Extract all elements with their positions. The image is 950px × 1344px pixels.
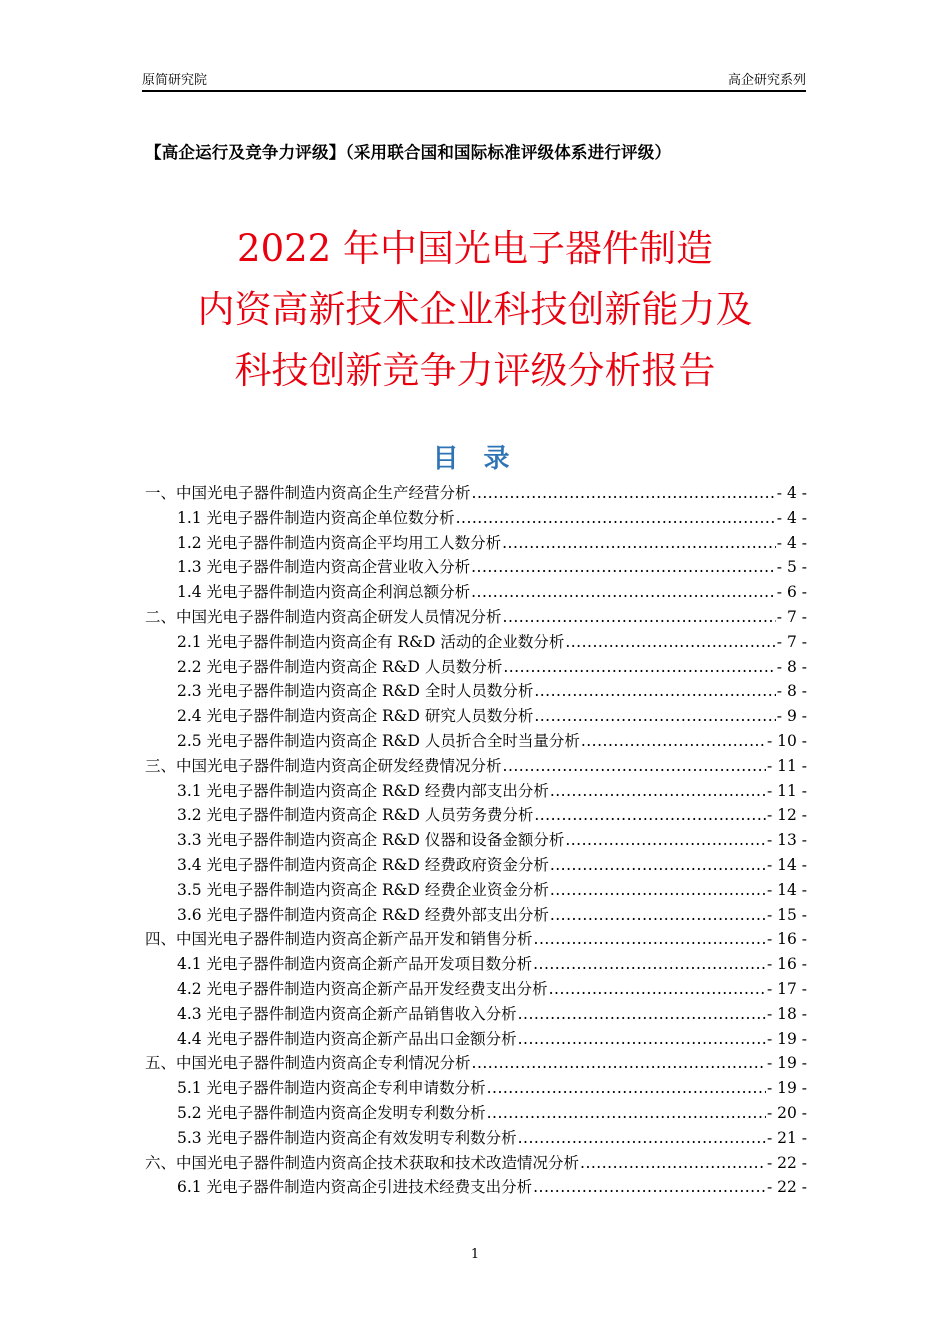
toc-entry-label: 一、中国光电子器件制造内资高企生产经营分析 — [145, 484, 471, 502]
toc-entry-label: 1.4 光电子器件制造内资高企利润总额分析 — [177, 583, 471, 602]
toc-section-entry[interactable] — [145, 605, 807, 630]
report-title — [0, 218, 950, 401]
toc-entry-label: 二、中国光电子器件制造内资高企研发人员情况分析 — [145, 607, 502, 626]
toc-subsection-entry[interactable] — [145, 704, 807, 729]
toc-dot-leader — [580, 1151, 766, 1176]
toc-subsection-entry[interactable] — [145, 531, 807, 556]
toc-entry-page: - 18 - — [766, 1004, 807, 1023]
toc-dot-leader — [471, 555, 776, 580]
toc-entry-label: 2.4 光电子器件制造内资高企 R&D 研究人员数分析 — [177, 707, 534, 726]
toc-entry-page: - 20 - — [766, 1103, 807, 1122]
toc-entry-label: 1.1 光电子器件制造内资高企单位数分析 — [177, 508, 455, 527]
toc-entry-label: 1.2 光电子器件制造内资高企平均用工人数分析 — [177, 533, 502, 552]
toc-entry-label: 3.5 光电子器件制造内资高企 R&D 经费企业资金分析 — [177, 880, 549, 899]
toc-subsection-entry[interactable] — [145, 1101, 807, 1126]
toc-entry-page: - 19 - — [766, 1029, 807, 1048]
toc-entry-page: - 8 - — [776, 657, 807, 676]
toc-entry-page: - 10 - — [766, 731, 807, 750]
toc-dot-leader — [550, 853, 766, 878]
toc-subsection-entry[interactable] — [145, 1126, 807, 1151]
toc-subsection-entry[interactable] — [145, 952, 807, 977]
toc-entry-page: - 21 - — [766, 1128, 807, 1147]
toc-entry-page: - 6 - — [776, 583, 807, 602]
toc-entry-page: - 19 - — [766, 1079, 807, 1098]
toc-entry-label: 4.4 光电子器件制造内资高企新产品出口金额分析 — [177, 1029, 517, 1048]
toc-entry-page: - 17 - — [766, 979, 807, 998]
toc-dot-leader — [581, 729, 766, 754]
toc-entry-label: 5.1 光电子器件制造内资高企专利申请数分析 — [177, 1079, 486, 1098]
toc-dot-leader — [534, 927, 766, 952]
toc-subsection-entry[interactable] — [145, 580, 807, 605]
toc-entry-page: - 11 - — [766, 756, 807, 775]
toc-subsection-entry[interactable] — [145, 506, 807, 531]
toc-dot-leader — [565, 828, 766, 853]
toc-entry-page: - 7 - — [776, 607, 807, 626]
series-name: 高企研究系列 — [727, 73, 806, 88]
toc-section-entry[interactable] — [145, 1151, 807, 1176]
toc-subsection-entry[interactable] — [145, 630, 807, 655]
toc-section-entry[interactable] — [145, 1051, 807, 1076]
toc-dot-leader — [550, 903, 766, 928]
toc-dot-leader — [472, 481, 776, 506]
toc-dot-leader — [503, 605, 776, 630]
toc-entry-label: 3.2 光电子器件制造内资高企 R&D 人员劳务费分析 — [177, 806, 534, 825]
report-title-line-2: 内资高新技术企业科技创新能力及 — [197, 288, 753, 331]
toc-subsection-entry[interactable] — [145, 655, 807, 680]
toc-dot-leader — [534, 679, 775, 704]
toc-dot-leader — [518, 1126, 766, 1151]
toc-entry-label: 四、中国光电子器件制造内资高企新产品开发和销售分析 — [145, 930, 533, 949]
toc-dot-leader — [518, 1027, 766, 1052]
toc-entry-page: - 15 - — [766, 905, 807, 924]
toc-entry-page: - 8 - — [776, 682, 807, 701]
toc-dot-leader — [565, 630, 775, 655]
toc-subsection-entry[interactable] — [145, 977, 807, 1002]
toc-section-entry[interactable] — [145, 927, 807, 952]
toc-entry-page: - 14 - — [766, 855, 807, 874]
toc-dot-leader — [503, 754, 766, 779]
toc-entry-page: - 19 - — [766, 1054, 807, 1073]
toc-entry-label: 六、中国光电子器件制造内资高企技术获取和技术改造情况分析 — [145, 1153, 580, 1172]
toc-entry-label: 6.1 光电子器件制造内资高企引进技术经费支出分析 — [177, 1178, 533, 1197]
toc-subsection-entry[interactable] — [145, 1027, 807, 1052]
toc-entry-label: 3.1 光电子器件制造内资高企 R&D 经费内部支出分析 — [177, 781, 549, 800]
toc-dot-leader — [533, 1175, 766, 1200]
rating-subtitle: 【高企运行及竞争力评级】（采用联合国和国际标准评级体系进行评级） — [145, 143, 672, 162]
toc-entry-page: - 9 - — [776, 707, 807, 726]
toc-entry-label: 三、中国光电子器件制造内资高企研发经费情况分析 — [145, 756, 502, 775]
toc-entry-label: 3.6 光电子器件制造内资高企 R&D 经费外部支出分析 — [177, 905, 549, 924]
report-title-line-1: 2022 年中国光电子器件制造 — [237, 227, 713, 270]
toc-dot-leader — [550, 779, 766, 804]
toc-dot-leader — [471, 580, 776, 605]
toc-subsection-entry[interactable] — [145, 803, 807, 828]
toc-entry-label: 4.1 光电子器件制造内资高企新产品开发项目数分析 — [177, 955, 533, 974]
publisher-name: 原简研究院 — [142, 73, 208, 88]
toc-entry-page: - 5 - — [776, 558, 807, 577]
toc-entry-label: 5.3 光电子器件制造内资高企有效发明专利数分析 — [177, 1128, 517, 1147]
toc-entry-label: 2.1 光电子器件制造内资高企有 R&D 活动的企业数分析 — [177, 632, 565, 651]
toc-subsection-entry[interactable] — [145, 1175, 807, 1200]
toc-subsection-entry[interactable] — [145, 1002, 807, 1027]
toc-entry-page: - 12 - — [766, 806, 807, 825]
toc-entry-page: - 7 - — [776, 632, 807, 651]
toc-dot-leader — [502, 531, 776, 556]
toc-section-entry[interactable] — [145, 754, 807, 779]
toc-subsection-entry[interactable] — [145, 779, 807, 804]
toc-dot-leader — [487, 1076, 766, 1101]
toc-subsection-entry[interactable] — [145, 555, 807, 580]
toc-subsection-entry[interactable] — [145, 729, 807, 754]
toc-entry-label: 2.2 光电子器件制造内资高企 R&D 人员数分析 — [177, 657, 503, 676]
toc-entry-page: - 16 - — [766, 955, 807, 974]
toc-entry-label: 5.2 光电子器件制造内资高企发明专利数分析 — [177, 1103, 486, 1122]
toc-subsection-entry[interactable] — [145, 878, 807, 903]
toc-entry-label: 3.3 光电子器件制造内资高企 R&D 仪器和设备金额分析 — [177, 831, 565, 850]
toc-entry-label: 2.3 光电子器件制造内资高企 R&D 全时人员数分析 — [177, 682, 534, 701]
toc-entry-label: 五、中国光电子器件制造内资高企专利情况分析 — [145, 1054, 471, 1073]
toc-dot-leader — [518, 1002, 766, 1027]
toc-dot-leader — [456, 506, 776, 531]
toc-subsection-entry[interactable] — [145, 679, 807, 704]
toc-dot-leader — [487, 1101, 766, 1126]
toc-entry-label: 4.3 光电子器件制造内资高企新产品销售收入分析 — [177, 1004, 517, 1023]
page-number: 1 — [470, 1247, 480, 1262]
toc-entry-page: - 22 - — [766, 1153, 807, 1172]
toc-dot-leader — [549, 977, 766, 1002]
toc-dot-leader — [533, 952, 766, 977]
toc-dot-leader — [503, 655, 775, 680]
toc-entry-label: 3.4 光电子器件制造内资高企 R&D 经费政府资金分析 — [177, 855, 549, 874]
page-header — [142, 68, 806, 92]
toc-heading: 目 录 — [432, 444, 518, 474]
toc-dot-leader — [472, 1051, 766, 1076]
toc-dot-leader — [550, 878, 766, 903]
toc-subsection-entry[interactable] — [145, 903, 807, 928]
toc-entry-page: - 11 - — [766, 781, 807, 800]
toc-entry-page: - 13 - — [766, 831, 807, 850]
toc-section-entry[interactable] — [145, 481, 807, 506]
toc-dot-leader — [534, 803, 766, 828]
toc-entry-page: - 14 - — [766, 880, 807, 899]
report-title-line-3: 科技创新竞争力评级分析报告 — [234, 349, 716, 392]
toc-subsection-entry[interactable] — [145, 1076, 807, 1101]
toc-subsection-entry[interactable] — [145, 828, 807, 853]
toc-entry-page: - 16 - — [766, 930, 807, 949]
toc-entry-page: - 4 - — [776, 533, 807, 552]
table-of-contents — [145, 481, 807, 1200]
toc-entry-label: 4.2 光电子器件制造内资高企新产品开发经费支出分析 — [177, 979, 548, 998]
toc-entry-page: - 4 - — [776, 484, 807, 502]
toc-entry-label: 1.3 光电子器件制造内资高企营业收入分析 — [177, 558, 471, 577]
toc-entry-label: 2.5 光电子器件制造内资高企 R&D 人员折合全时当量分析 — [177, 731, 580, 750]
toc-subsection-entry[interactable] — [145, 853, 807, 878]
toc-entry-page: - 22 - — [766, 1178, 807, 1197]
toc-dot-leader — [534, 704, 775, 729]
toc-entry-page: - 4 - — [776, 508, 807, 527]
